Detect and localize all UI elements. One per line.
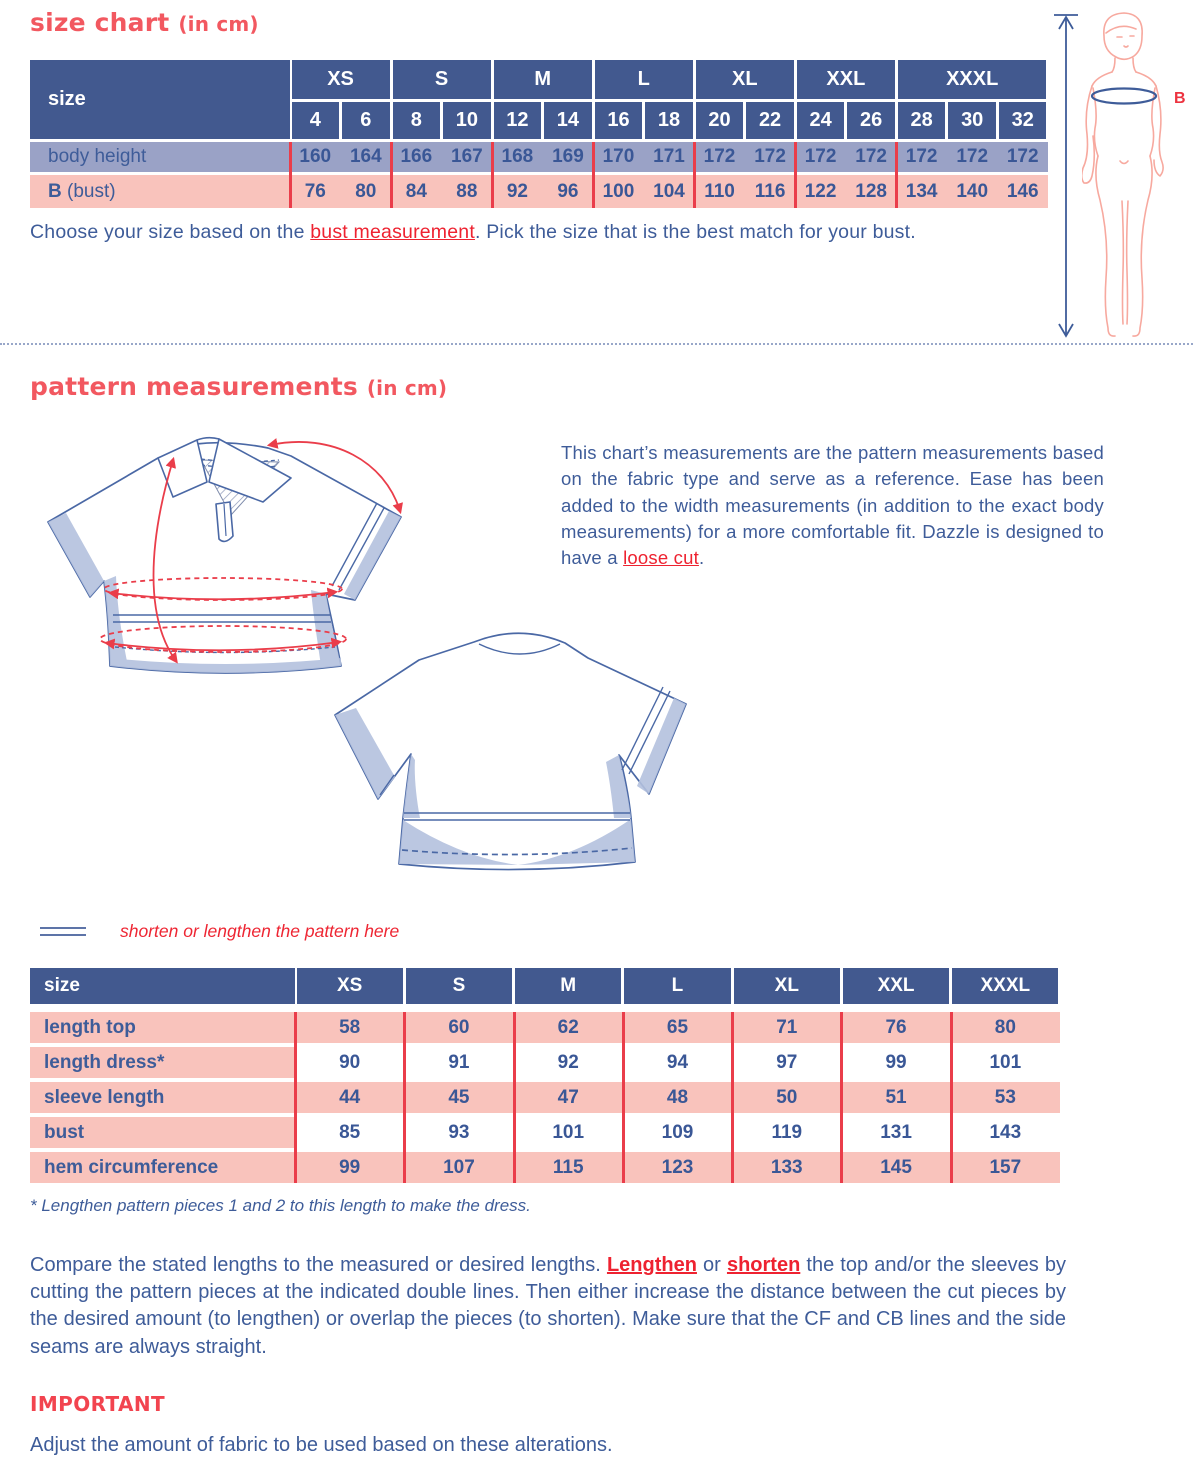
pattern-value-cell: 109	[661, 1122, 694, 1143]
row-label-text: bust	[44, 1122, 85, 1143]
group-divider-line	[289, 142, 292, 208]
size-number-header: 28	[898, 102, 946, 139]
pattern-value-cell: 53	[994, 1087, 1016, 1108]
text-part: Compare the stated lengths to the measured or desired lengths.	[30, 1254, 607, 1276]
size-number-header: 26	[847, 102, 895, 139]
text-part: This chart’s measurements are the pattern measurements based on the fabric type and serve as a reference. Ease has been added to the width measurements (in addition to the exact body measurements) for a more comfortable fit. Dazzle is designed to have a	[561, 442, 1104, 569]
group-divider-line	[895, 142, 898, 208]
pattern-value-cell: 47	[557, 1087, 579, 1108]
pattern-table-row	[30, 1047, 1060, 1078]
size-value-cell: 134	[905, 181, 938, 202]
body-figure	[1082, 6, 1193, 344]
highlighted-term[interactable]: bust measurement	[310, 221, 475, 243]
size-value-cell: 167	[451, 146, 483, 167]
pattern-table-corner-cell: size	[30, 968, 295, 1004]
size-number-header: 22	[746, 102, 794, 139]
row-label	[30, 1082, 164, 1113]
pattern-measurements-title	[30, 372, 447, 401]
pattern-value-cell: 133	[770, 1157, 803, 1178]
size-number-header: 12	[494, 102, 542, 139]
row-label-text: hem circumference	[44, 1157, 219, 1178]
column-header: XS	[297, 968, 403, 1004]
column-header: S	[406, 968, 512, 1004]
pattern-value-cell: 44	[339, 1087, 361, 1108]
size-chart-corner-cell: size	[30, 60, 290, 139]
pattern-table-row	[30, 1152, 1060, 1183]
pattern-value-cell: 94	[666, 1052, 689, 1073]
size-number-header: 16	[595, 102, 643, 139]
highlighted-term[interactable]: loose cut	[623, 547, 699, 569]
pattern-value-cell: 91	[448, 1052, 470, 1073]
pattern-value-cell: 45	[448, 1087, 470, 1108]
size-value-cell: 172	[956, 146, 989, 167]
size-value-cell: 92	[506, 181, 528, 202]
size-group-header: L	[595, 60, 693, 99]
group-divider-line	[390, 142, 393, 208]
pattern-value-cell: 131	[880, 1122, 912, 1143]
size-value-cell: 100	[602, 181, 635, 202]
pattern-value-cell: 51	[885, 1087, 907, 1108]
pattern-value-cell: 101	[552, 1122, 585, 1143]
shirt-back-diagram	[322, 612, 747, 887]
text-part: . Pick the size that is the best match for your bust.	[474, 221, 916, 243]
size-number-header: 8	[393, 102, 441, 139]
height-arrow-icon	[1046, 6, 1082, 344]
table-footnote: * Lengthen pattern pieces 1 and 2 to this length to make the dress.	[30, 1196, 531, 1215]
column-divider-line	[622, 1012, 625, 1183]
pattern-measurements-title-text: pattern measurements	[30, 372, 367, 401]
group-divider-line	[491, 142, 494, 208]
column-header: L	[624, 968, 730, 1004]
size-number-header: 14	[544, 102, 592, 139]
pattern-value-cell: 123	[661, 1157, 694, 1178]
size-value-cell: 116	[754, 181, 786, 202]
size-group-header: S	[393, 60, 491, 99]
row-label-strong: B	[48, 181, 67, 202]
important-heading: IMPORTANT	[30, 1392, 166, 1416]
pattern-value-cell: 99	[885, 1052, 907, 1073]
row-label-text: length top	[44, 1017, 136, 1038]
size-number-header: 6	[342, 102, 390, 139]
size-value-cell: 84	[405, 181, 427, 202]
size-value-cell: 146	[1006, 181, 1039, 202]
pattern-value-cell: 76	[885, 1017, 907, 1038]
row-label	[30, 1152, 218, 1183]
column-header: XXL	[843, 968, 949, 1004]
column-header: M	[515, 968, 621, 1004]
size-chart-table	[30, 60, 1048, 208]
pattern-measurements-title-suffix: (in cm)	[366, 376, 448, 400]
pattern-table-row	[30, 1012, 1060, 1043]
text-part: .	[698, 547, 705, 569]
row-label	[30, 1012, 136, 1043]
size-group-header: M	[494, 60, 592, 99]
pattern-value-cell: 85	[339, 1122, 361, 1143]
row-label	[30, 142, 146, 172]
pattern-measurements-table	[30, 968, 1060, 1183]
size-chart-title-suffix: (in cm)	[178, 12, 259, 36]
double-line-icon	[40, 927, 86, 941]
size-number-header: 4	[292, 102, 340, 139]
text-part: or	[696, 1254, 727, 1276]
row-label-text: body height	[48, 146, 147, 167]
size-value-cell: 172	[1006, 146, 1039, 167]
column-header: XL	[734, 968, 840, 1004]
row-label	[30, 175, 116, 208]
size-value-cell: 166	[400, 146, 433, 167]
bust-label: B	[1174, 90, 1186, 107]
column-divider-line	[840, 1012, 843, 1183]
row-label	[30, 1117, 84, 1148]
column-divider-line	[403, 1012, 406, 1183]
size-number-header: 10	[443, 102, 491, 139]
size-value-cell: 88	[456, 181, 478, 202]
group-divider-line	[693, 142, 696, 208]
bust-ellipse	[1092, 89, 1156, 104]
pattern-value-cell: 119	[771, 1122, 803, 1143]
pattern-value-cell: 145	[880, 1157, 912, 1178]
size-value-cell: 110	[704, 181, 735, 202]
text-part: Choose your size based on the	[30, 221, 311, 243]
size-value-cell: 128	[855, 181, 887, 202]
size-group-header: XXXL	[898, 60, 1047, 99]
size-value-cell: 140	[956, 181, 989, 202]
text-part: the top and/or the sleeves by cutting the pattern pieces at the indicated double lines. Then either increase the distance between the cut pieces by the desired amount (to lengthen) or overlap the pieces (to shorten). Make sure that the CF and CB lines and the side seams are always straight.	[30, 1254, 1066, 1358]
size-group-header: XL	[696, 60, 794, 99]
group-divider-line	[794, 142, 797, 208]
pattern-value-cell: 107	[443, 1157, 475, 1178]
size-value-cell: 171	[653, 146, 685, 167]
pattern-value-cell: 92	[557, 1052, 579, 1073]
pattern-value-cell: 71	[776, 1017, 798, 1038]
size-group-header: XXL	[797, 60, 895, 99]
highlighted-term[interactable]: Lengthen	[606, 1254, 697, 1276]
size-chart-title-text: size chart	[30, 8, 179, 37]
size-note	[30, 221, 1062, 244]
group-divider-line	[592, 142, 595, 208]
row-label-text: (bust)	[67, 181, 116, 202]
pattern-table-row	[30, 1082, 1060, 1113]
pattern-value-cell: 97	[776, 1052, 798, 1073]
highlighted-term[interactable]: shorten	[726, 1254, 801, 1276]
pattern-value-cell: 62	[557, 1017, 579, 1038]
pattern-value-cell: 90	[339, 1052, 361, 1073]
shirt-back-outline	[335, 633, 686, 869]
row-label-text: sleeve length	[44, 1087, 165, 1108]
pattern-value-cell: 157	[989, 1157, 1022, 1178]
column-divider-line	[731, 1012, 734, 1183]
row-label	[30, 1047, 164, 1078]
column-header: XXXL	[952, 968, 1058, 1004]
size-number-header: 32	[999, 102, 1047, 139]
column-divider-line	[513, 1012, 516, 1183]
size-value-cell: 172	[855, 146, 887, 167]
pattern-value-cell: 60	[448, 1017, 470, 1038]
size-number-header: 30	[948, 102, 996, 139]
size-value-cell: 170	[602, 146, 635, 167]
size-value-cell: 160	[299, 146, 332, 167]
section-divider	[0, 343, 1193, 345]
pattern-value-cell: 50	[776, 1087, 798, 1108]
pattern-value-cell: 99	[339, 1157, 361, 1178]
column-divider-line	[950, 1012, 953, 1183]
size-value-cell: 104	[653, 181, 685, 202]
size-value-cell: 172	[703, 146, 736, 167]
size-group-header: XS	[292, 60, 390, 99]
pattern-value-cell: 58	[339, 1017, 361, 1038]
pattern-table-row	[30, 1117, 1060, 1148]
figure-outline	[1082, 13, 1163, 336]
size-number-header: 20	[696, 102, 744, 139]
pattern-value-cell: 101	[989, 1052, 1022, 1073]
row-label-text: length dress*	[44, 1052, 165, 1073]
size-value-cell: 169	[552, 146, 584, 167]
size-number-header: 24	[797, 102, 845, 139]
pattern-value-cell: 65	[666, 1017, 689, 1038]
important-note: Adjust the amount of fabric to be used based on these alterations.	[30, 1434, 613, 1456]
pattern-value-cell: 93	[448, 1122, 470, 1143]
size-value-cell: 80	[355, 181, 377, 202]
pattern-value-cell: 115	[552, 1157, 584, 1178]
size-value-cell: 164	[349, 146, 382, 167]
size-value-cell: 76	[304, 181, 326, 202]
pattern-value-cell: 48	[666, 1087, 689, 1108]
size-value-cell: 172	[754, 146, 786, 167]
pattern-value-cell: 80	[994, 1017, 1016, 1038]
pattern-description	[561, 440, 1104, 571]
legend-text: shorten or lengthen the pattern here	[120, 921, 400, 941]
size-value-cell: 172	[804, 146, 837, 167]
size-number-header: 18	[645, 102, 693, 139]
size-value-cell: 96	[557, 181, 579, 202]
size-value-cell: 122	[804, 181, 837, 202]
size-value-cell: 168	[501, 146, 534, 167]
alteration-instructions	[30, 1252, 1066, 1361]
size-value-cell: 172	[905, 146, 938, 167]
pattern-value-cell: 143	[989, 1122, 1022, 1143]
size-chart-title	[30, 8, 259, 37]
column-divider-line	[294, 1012, 297, 1183]
